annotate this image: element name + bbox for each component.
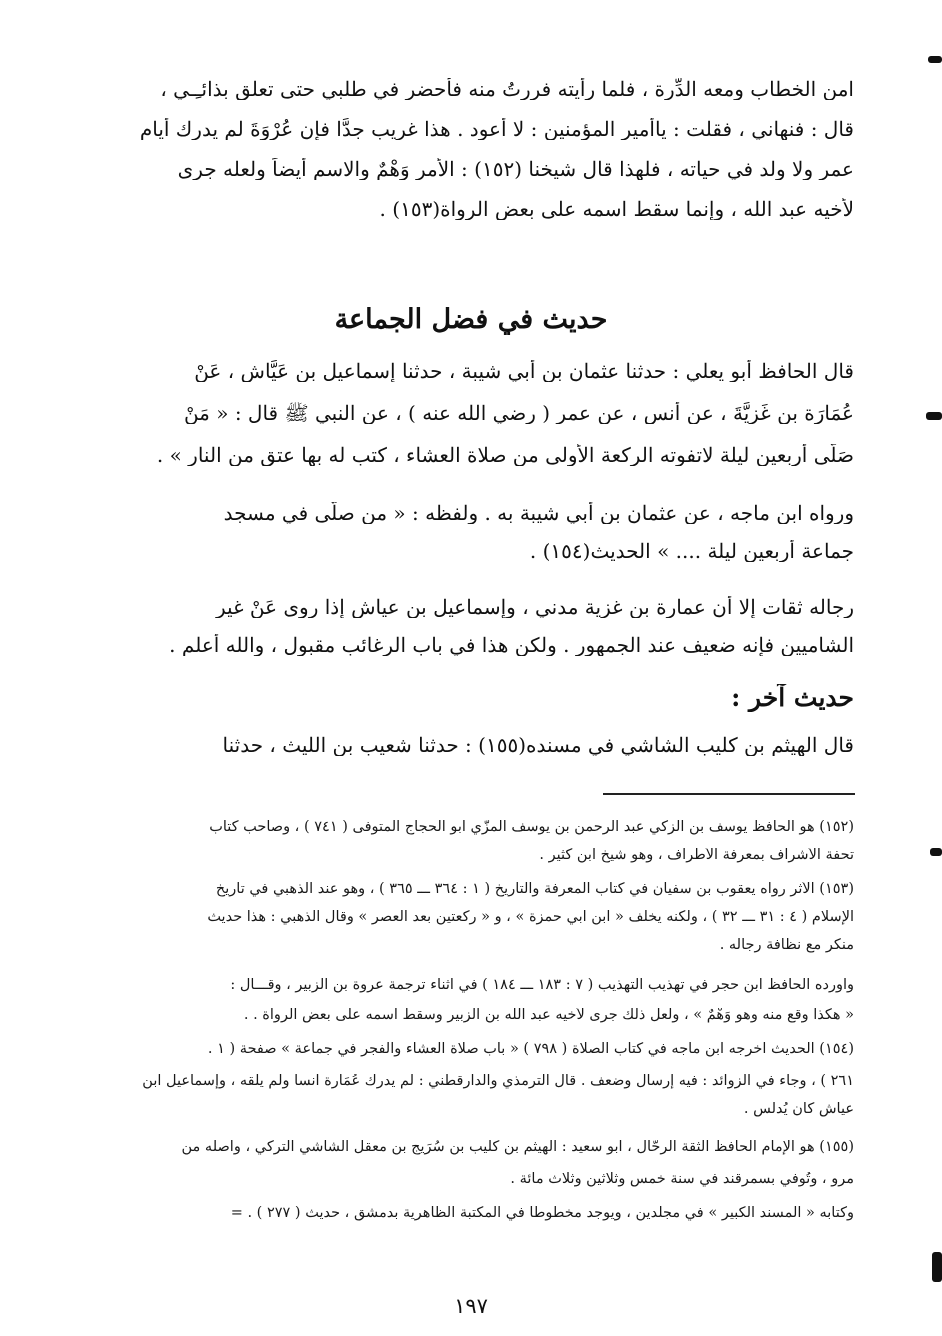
text-line: قال الهيثم بن كليب الشاشي في مسنده(١٥٥) : حدثنا شعيب بن الليث ، حدثنا [222,734,854,756]
footnote-line: وكتابه « المسند الكبير » في مجلدين ، ويوجد مخطوطاً في المكتبة الظاهرية بدمشق ، حديث ( ٢٧٧ ) . = [230,1206,854,1221]
text-line: قال الحافظ أبو يعلي : حدثنا عثمان بن أبي شيبة ، حدثنا إسماعيل بن عَيَّاش ، عَنْ [194,360,854,382]
footnote-line: (١٥٢) هو الحافظ يوسف بن الزكي عبد الرحمن بن يوسف المزّي أبو الحجاج المتوفى ( ٧٤١ ) ، وصاحب كتاب [209,820,854,835]
footnote-line: « هكذا وقع منه وهو وَهْمٌ » ، ولعل ذلك جرى لأخيه عبد الله بن الزبير وسقط اسمه على بعض الرواة . . [243,1008,854,1023]
text-line: صَلَّى أربعين ليلة لاتفوته الركعة الأولى من صلاة العشاء ، كتب له بها عتق من النار » . [156,444,854,466]
text-line: الشاميين فإنه ضعيف عند الجمهور . ولكن هذا في باب الرغائب مقبول ، والله أعلم . [169,634,854,656]
scan-edge-mark [930,848,942,856]
footnote-divider [603,793,855,795]
footnote-line: عياش كان يُدلِّس . [743,1102,854,1117]
text-line: جماعة أربعين ليلة .... » الحديث(١٥٤) . [529,540,854,562]
text-line: عمر ولا ولد في حياته ، فلهذا قال شيخنا (١٥٢) : الأمر وَهْمٌ والاسم أيضاً ولعله جرى [177,158,854,180]
footnote-line: (١٥٤) الحديث أخرجه ابن ماجه في كتاب الصلاة ( ٧٩٨ ) « باب صلاة العشاء والفجر في جماعة » صفحة ( ١ . [207,1042,854,1057]
footnote-line: (١٥٣) الأثر رواه يعقوب بن سفيان في كتاب المعرفة والتاريخ ( ١ : ٣٦٤ ـــ ٣٦٥ ) ، وهو عند الذهبي في تاريخ [215,882,854,897]
text-line: لأخيه عبد الله ، وإنما سقط اسمه على بعض الرواة(١٥٣) . [379,198,854,220]
subheading: حديث آخر : [731,684,854,712]
text-line: رجاله ثقات إلا أن عمارة بن غزية مدني ، وإسماعيل بن عياش إذا روى عَنْ غير [216,596,854,618]
footnote-line: (١٥٥) هو الإمام الحافظ الثقة الرحَّال ، أبو سعيد : الهيثم بن كُلَيب بن سُرَيج بن معقل الشاشي التركي ، وأصله من [181,1140,854,1155]
text-line: قال : فنهاني ، فقلت : ياأمير المؤمنين : لا أعود . هذا غريب جدًّا فإن عُرْوَةَ لم يدرك أيام [139,118,854,140]
text-line: ورواه ابن ماجه ، عن عثمان بن أبي شيبة به . ولفظه : « من صلَّى في مسجد [223,502,854,524]
footnote-line: مرو ، وتُوفي بسمرقند في سنة خمس وثلاثين وثلاث مائة . [510,1172,854,1187]
footnote-line: الإسلام ( ٤ : ٣١ ـــ ٣٢ ) ، ولكنه يخلف « ابن أبي حمزة » ، و « ركعتين بعد العصر » وقال الذهبي : هذا حديث [207,910,854,925]
section-title: حديث في فضل الجماعة [334,304,608,335]
footnote-line: وأورده الحافظ ابن حجر في تهذيب التهذيب ( ٧ : ١٨٣ ـــ ١٨٤ ) في أثناء ترجمة عروة بن الزبير ، وقـــال : [230,978,854,993]
footnote-line: منكر مع نظافة رجاله . [719,938,854,953]
scan-edge-mark [928,56,942,63]
scan-edge-mark [926,412,942,420]
text-line: عُمَارَة بن غَزِيَّةَ ، عن أنس ، عن عمر ( رضي الله عنه ) ، عن النبي ﷺ قال : « مَنْ [183,402,854,424]
footnote-line: تحفة الأشراف بمعرفة الأطراف ، وهو شيخ ابن كثير . [539,848,854,863]
footnote-line: ٢٦١ ) ، وجاء في الزوائد : فيه إرسال وضعف . قال الترمذي والدارقطني : لم يدرك عُمَارة أنساً ولم يلقه ، وإسماعيل ابن [142,1074,854,1089]
scan-edge-mark [932,1252,942,1282]
page-number: ١٩٧ [454,1294,488,1318]
text-line: امن الخطاب ومعه الدِّرة ، فلما رأيته فررتُ منه فأحضر في طلبي حتى تعلق بذا‌ئـِـي ، [160,78,854,100]
